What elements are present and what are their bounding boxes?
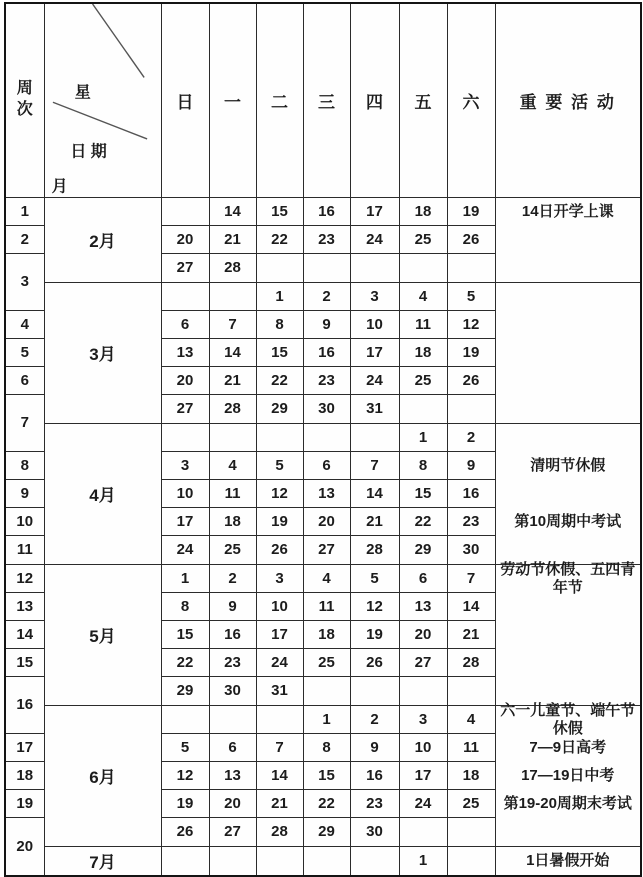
activity-line: 17—19日中考 bbox=[521, 766, 615, 784]
school-calendar bbox=[4, 2, 642, 877]
date-cell bbox=[161, 197, 209, 225]
date-cell: 20 bbox=[303, 508, 350, 536]
date-cell: 21 bbox=[350, 508, 399, 536]
date-cell: 30 bbox=[350, 817, 399, 846]
date-cell: 8 bbox=[161, 592, 209, 620]
calendar-body bbox=[5, 197, 641, 876]
date-cell bbox=[256, 846, 303, 876]
calendar-row bbox=[5, 197, 641, 225]
date-cell: 3 bbox=[256, 564, 303, 592]
activity-line bbox=[496, 367, 641, 395]
date-cell: 25 bbox=[303, 648, 350, 676]
activity-line bbox=[496, 311, 641, 339]
date-cell: 7 bbox=[447, 564, 495, 592]
date-cell: 4 bbox=[209, 451, 256, 479]
activity-cell bbox=[495, 846, 641, 876]
date-cell: 18 bbox=[303, 620, 350, 648]
date-cell bbox=[256, 705, 303, 733]
activity-line bbox=[496, 621, 641, 649]
date-cell bbox=[256, 423, 303, 451]
date-cell: 16 bbox=[303, 338, 350, 366]
month-cell: 3月 bbox=[44, 282, 161, 423]
weekday-header-fri: 五 bbox=[399, 3, 447, 197]
date-cell bbox=[447, 846, 495, 876]
date-cell: 15 bbox=[303, 761, 350, 789]
week-number-cell: 15 bbox=[5, 648, 44, 676]
date-cell: 19 bbox=[256, 508, 303, 536]
activity-line bbox=[496, 424, 641, 452]
activity-line: 第10周期中考试 bbox=[514, 512, 622, 530]
date-cell: 2 bbox=[209, 564, 256, 592]
date-cell: 26 bbox=[256, 536, 303, 564]
date-cell: 12 bbox=[161, 761, 209, 789]
date-cell: 17 bbox=[399, 761, 447, 789]
weekday-header-mon: 一 bbox=[209, 3, 256, 197]
activity-stack bbox=[496, 847, 641, 875]
week-number-cell: 17 bbox=[5, 733, 44, 761]
date-cell: 12 bbox=[447, 310, 495, 338]
date-cell: 1 bbox=[399, 423, 447, 451]
date-cell: 12 bbox=[350, 592, 399, 620]
activity-cell bbox=[495, 702, 641, 846]
activity-line bbox=[496, 677, 641, 705]
activity-line: 第19-20周期末考试 bbox=[503, 794, 632, 812]
date-cell: 23 bbox=[303, 366, 350, 394]
activity-stack bbox=[496, 424, 641, 564]
date-cell bbox=[303, 253, 350, 282]
week-number-cell: 2 bbox=[5, 225, 44, 253]
week-number-cell: 20 bbox=[5, 817, 44, 876]
activity-line: 7—9日高考 bbox=[529, 738, 607, 756]
date-cell: 18 bbox=[399, 338, 447, 366]
date-cell: 18 bbox=[209, 508, 256, 536]
date-cell: 13 bbox=[161, 338, 209, 366]
date-cell: 6 bbox=[399, 564, 447, 592]
date-cell: 20 bbox=[161, 225, 209, 253]
date-cell bbox=[447, 676, 495, 705]
date-cell: 30 bbox=[447, 536, 495, 564]
month-cell: 5月 bbox=[44, 564, 161, 705]
header-week-number: 周 次 bbox=[5, 3, 44, 197]
date-cell: 7 bbox=[350, 451, 399, 479]
date-cell bbox=[303, 846, 350, 876]
week-number-cell: 11 bbox=[5, 536, 44, 564]
date-cell bbox=[209, 846, 256, 876]
date-cell: 23 bbox=[303, 225, 350, 253]
date-cell: 4 bbox=[303, 564, 350, 592]
header-row bbox=[5, 3, 641, 197]
activity-line bbox=[496, 649, 641, 677]
date-cell: 3 bbox=[350, 282, 399, 310]
date-cell: 31 bbox=[350, 394, 399, 423]
date-cell bbox=[399, 817, 447, 846]
date-cell: 14 bbox=[209, 197, 256, 225]
month-cell: 4月 bbox=[44, 423, 161, 564]
date-cell bbox=[350, 676, 399, 705]
date-cell: 28 bbox=[209, 253, 256, 282]
date-cell: 27 bbox=[161, 394, 209, 423]
weekday-header-tue: 二 bbox=[256, 3, 303, 197]
date-cell: 29 bbox=[303, 817, 350, 846]
date-cell bbox=[161, 846, 209, 876]
date-cell: 28 bbox=[350, 536, 399, 564]
date-cell: 21 bbox=[447, 620, 495, 648]
date-cell: 13 bbox=[303, 479, 350, 507]
date-cell: 1 bbox=[399, 846, 447, 876]
date-cell: 3 bbox=[399, 705, 447, 733]
date-cell: 25 bbox=[399, 366, 447, 394]
calendar-row bbox=[5, 846, 641, 876]
date-cell: 24 bbox=[256, 648, 303, 676]
date-cell bbox=[447, 253, 495, 282]
date-cell: 22 bbox=[161, 648, 209, 676]
week-number-cell: 5 bbox=[5, 338, 44, 366]
activity-line: 六一儿童节、端午节休假 bbox=[500, 702, 636, 737]
week-number-cell: 7 bbox=[5, 394, 44, 451]
date-cell: 19 bbox=[447, 338, 495, 366]
date-cell: 24 bbox=[399, 789, 447, 817]
date-cell: 24 bbox=[350, 366, 399, 394]
header-important-activities: 重 要 活 动 bbox=[495, 3, 641, 197]
activity-line: 清明节休假 bbox=[530, 456, 606, 474]
date-cell: 21 bbox=[256, 789, 303, 817]
date-cell bbox=[399, 676, 447, 705]
date-cell bbox=[350, 253, 399, 282]
date-cell: 27 bbox=[209, 817, 256, 846]
date-cell: 11 bbox=[209, 479, 256, 507]
date-cell: 11 bbox=[399, 310, 447, 338]
date-cell: 15 bbox=[256, 338, 303, 366]
header-corner bbox=[44, 3, 161, 197]
date-cell: 14 bbox=[350, 479, 399, 507]
month-cell: 2月 bbox=[44, 197, 161, 282]
date-cell bbox=[209, 423, 256, 451]
date-cell: 10 bbox=[161, 479, 209, 507]
month-cell: 6月 bbox=[44, 705, 161, 846]
date-cell: 23 bbox=[209, 648, 256, 676]
activity-cell bbox=[495, 282, 641, 423]
date-cell: 20 bbox=[399, 620, 447, 648]
date-cell: 26 bbox=[447, 225, 495, 253]
week-number-cell: 3 bbox=[5, 253, 44, 310]
date-cell: 10 bbox=[399, 733, 447, 761]
date-cell: 15 bbox=[256, 197, 303, 225]
date-cell: 30 bbox=[209, 676, 256, 705]
date-cell: 11 bbox=[447, 733, 495, 761]
activity-cell bbox=[495, 423, 641, 564]
calendar-row bbox=[5, 423, 641, 451]
date-cell: 16 bbox=[209, 620, 256, 648]
date-cell bbox=[447, 394, 495, 423]
date-cell: 29 bbox=[161, 676, 209, 705]
activity-line bbox=[496, 480, 641, 508]
date-cell: 14 bbox=[256, 761, 303, 789]
date-cell: 10 bbox=[350, 310, 399, 338]
date-cell: 17 bbox=[350, 338, 399, 366]
date-cell: 1 bbox=[256, 282, 303, 310]
date-cell: 25 bbox=[209, 536, 256, 564]
date-cell: 10 bbox=[256, 592, 303, 620]
date-cell: 27 bbox=[161, 253, 209, 282]
date-cell: 1 bbox=[303, 705, 350, 733]
weekday-header-sat: 六 bbox=[447, 3, 495, 197]
date-cell: 1 bbox=[161, 564, 209, 592]
date-cell: 3 bbox=[161, 451, 209, 479]
week-number-cell: 14 bbox=[5, 620, 44, 648]
activity-stack bbox=[496, 561, 641, 705]
date-cell: 8 bbox=[303, 733, 350, 761]
activity-stack bbox=[496, 702, 641, 846]
activity-line bbox=[496, 818, 641, 846]
date-cell: 8 bbox=[399, 451, 447, 479]
date-cell: 9 bbox=[303, 310, 350, 338]
date-cell: 7 bbox=[256, 733, 303, 761]
date-cell: 17 bbox=[256, 620, 303, 648]
date-cell: 21 bbox=[209, 366, 256, 394]
date-cell bbox=[447, 817, 495, 846]
date-cell: 19 bbox=[350, 620, 399, 648]
activity-line: 14日开学上课 bbox=[521, 202, 614, 220]
date-cell: 28 bbox=[447, 648, 495, 676]
week-number-cell: 6 bbox=[5, 366, 44, 394]
date-cell bbox=[161, 705, 209, 733]
weekday-header-thu: 四 bbox=[350, 3, 399, 197]
date-cell: 9 bbox=[209, 592, 256, 620]
date-cell: 13 bbox=[399, 592, 447, 620]
date-cell: 6 bbox=[303, 451, 350, 479]
date-cell: 14 bbox=[447, 592, 495, 620]
date-cell: 30 bbox=[303, 394, 350, 423]
date-cell: 25 bbox=[399, 225, 447, 253]
date-cell bbox=[256, 253, 303, 282]
date-cell: 16 bbox=[447, 479, 495, 507]
date-cell: 12 bbox=[256, 479, 303, 507]
date-cell: 26 bbox=[447, 366, 495, 394]
corner-weekday-label: 星 bbox=[74, 84, 91, 102]
date-cell: 18 bbox=[399, 197, 447, 225]
weekday-header-wed: 三 bbox=[303, 3, 350, 197]
date-cell: 7 bbox=[209, 310, 256, 338]
activity-stack bbox=[496, 283, 641, 423]
calendar-row bbox=[5, 705, 641, 733]
date-cell: 23 bbox=[447, 508, 495, 536]
date-cell: 13 bbox=[209, 761, 256, 789]
week-number-cell: 12 bbox=[5, 564, 44, 592]
date-cell: 6 bbox=[161, 310, 209, 338]
date-cell: 26 bbox=[161, 817, 209, 846]
corner-month-label: 月 bbox=[51, 178, 68, 196]
date-cell: 4 bbox=[399, 282, 447, 310]
date-cell: 11 bbox=[303, 592, 350, 620]
date-cell bbox=[161, 282, 209, 310]
date-cell: 2 bbox=[447, 423, 495, 451]
date-cell: 4 bbox=[447, 705, 495, 733]
date-cell: 26 bbox=[350, 648, 399, 676]
date-cell: 22 bbox=[256, 366, 303, 394]
date-cell: 27 bbox=[399, 648, 447, 676]
activity-line bbox=[496, 593, 641, 621]
date-cell: 18 bbox=[447, 761, 495, 789]
date-cell bbox=[161, 423, 209, 451]
week-number-cell: 1 bbox=[5, 197, 44, 225]
date-cell: 29 bbox=[399, 536, 447, 564]
week-number-cell: 18 bbox=[5, 761, 44, 789]
date-cell: 21 bbox=[209, 225, 256, 253]
date-cell bbox=[303, 423, 350, 451]
week-number-cell: 9 bbox=[5, 479, 44, 507]
date-cell: 16 bbox=[303, 197, 350, 225]
date-cell: 31 bbox=[256, 676, 303, 705]
date-cell: 8 bbox=[256, 310, 303, 338]
date-cell: 20 bbox=[209, 789, 256, 817]
activity-line: 1日暑假开始 bbox=[526, 851, 610, 869]
date-cell: 23 bbox=[350, 789, 399, 817]
date-cell: 19 bbox=[161, 789, 209, 817]
calendar-row bbox=[5, 282, 641, 310]
corner-date-label: 日 期 bbox=[70, 143, 107, 161]
date-cell: 5 bbox=[256, 451, 303, 479]
activity-line bbox=[496, 283, 641, 311]
week-number-cell: 16 bbox=[5, 676, 44, 733]
date-cell: 17 bbox=[161, 508, 209, 536]
date-cell: 24 bbox=[350, 225, 399, 253]
date-cell: 5 bbox=[161, 733, 209, 761]
activity-cell bbox=[495, 561, 641, 705]
date-cell: 2 bbox=[350, 705, 399, 733]
weekday-header-sun: 日 bbox=[161, 3, 209, 197]
date-cell bbox=[399, 253, 447, 282]
date-cell: 15 bbox=[399, 479, 447, 507]
date-cell bbox=[209, 705, 256, 733]
date-cell: 27 bbox=[303, 536, 350, 564]
date-cell: 24 bbox=[161, 536, 209, 564]
date-cell: 9 bbox=[350, 733, 399, 761]
date-cell: 5 bbox=[350, 564, 399, 592]
week-number-cell: 10 bbox=[5, 508, 44, 536]
activity-line bbox=[496, 254, 641, 282]
date-cell: 29 bbox=[256, 394, 303, 423]
activity-line bbox=[496, 395, 641, 423]
date-cell: 22 bbox=[256, 225, 303, 253]
date-cell: 9 bbox=[447, 451, 495, 479]
activity-stack bbox=[496, 198, 641, 282]
school-calendar-table bbox=[4, 2, 642, 877]
date-cell: 2 bbox=[303, 282, 350, 310]
calendar-row bbox=[5, 564, 641, 592]
date-cell: 15 bbox=[161, 620, 209, 648]
activity-line bbox=[496, 536, 641, 564]
week-number-cell: 8 bbox=[5, 451, 44, 479]
activity-line: 劳动节休假、五四青年节 bbox=[500, 561, 636, 596]
activity-line bbox=[496, 339, 641, 367]
date-cell: 19 bbox=[447, 197, 495, 225]
date-cell: 25 bbox=[447, 789, 495, 817]
date-cell bbox=[350, 423, 399, 451]
corner-diagonal-lines bbox=[45, 4, 161, 197]
week-number-cell: 19 bbox=[5, 789, 44, 817]
date-cell: 22 bbox=[303, 789, 350, 817]
date-cell bbox=[399, 394, 447, 423]
activity-cell bbox=[495, 197, 641, 282]
date-cell: 17 bbox=[350, 197, 399, 225]
date-cell: 20 bbox=[161, 366, 209, 394]
date-cell: 28 bbox=[209, 394, 256, 423]
date-cell: 14 bbox=[209, 338, 256, 366]
activity-line bbox=[496, 226, 641, 254]
date-cell: 16 bbox=[350, 761, 399, 789]
date-cell: 28 bbox=[256, 817, 303, 846]
week-number-cell: 13 bbox=[5, 592, 44, 620]
date-cell: 6 bbox=[209, 733, 256, 761]
month-cell: 7月 bbox=[44, 846, 161, 876]
date-cell bbox=[350, 846, 399, 876]
date-cell bbox=[209, 282, 256, 310]
date-cell bbox=[303, 676, 350, 705]
date-cell: 5 bbox=[447, 282, 495, 310]
week-number-cell: 4 bbox=[5, 310, 44, 338]
date-cell: 22 bbox=[399, 508, 447, 536]
